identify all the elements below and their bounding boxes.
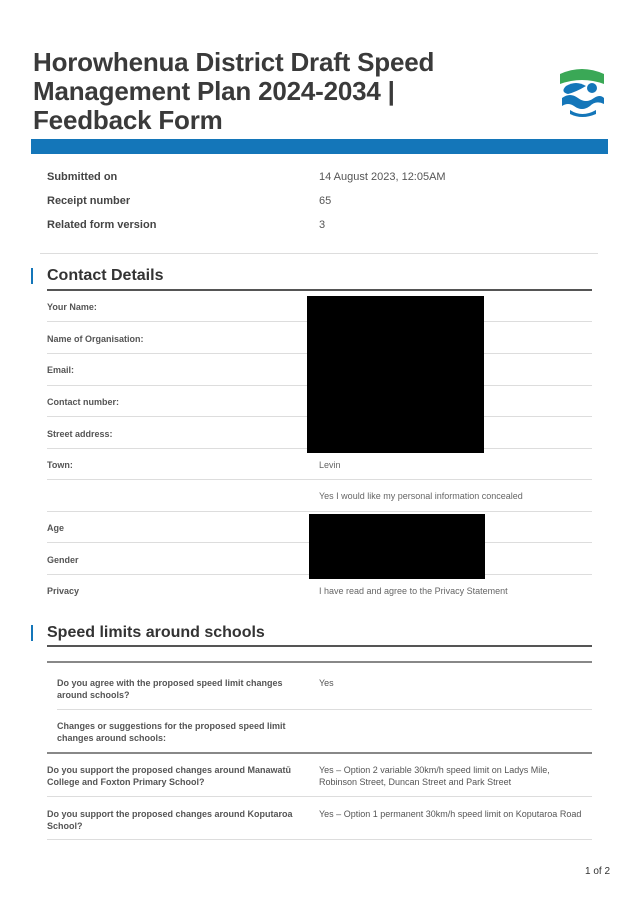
q3-value: Yes – Option 2 variable 30km/h speed limit on Ladys Mile, Robinson Street, Duncan Street and Park Street xyxy=(319,765,550,787)
privacy-label: Privacy xyxy=(47,586,80,596)
section-rule xyxy=(47,289,592,291)
q4-value: Yes – Option 1 permanent 30km/h speed limit on Koputaroa Road xyxy=(319,809,582,819)
submitted-label: Submitted on xyxy=(47,171,118,183)
title-line-3: Feedback Form xyxy=(33,105,223,135)
street-label: Street address: xyxy=(47,429,113,439)
section-rule xyxy=(47,645,592,647)
row-divider xyxy=(47,479,592,480)
q1-label: Do you agree with the proposed speed limit changes around schools? xyxy=(57,678,283,700)
email-label: Email: xyxy=(47,365,75,375)
organisation-label: Name of Organisation: xyxy=(47,334,144,344)
section-marker xyxy=(31,268,33,284)
phone-label: Contact number: xyxy=(47,397,119,407)
page-title xyxy=(33,48,473,135)
name-label: Your Name: xyxy=(47,302,97,312)
q3-label: Do you support the proposed changes around Manawatū College and Foxton Primary School? xyxy=(47,765,292,787)
title-line-2: Management Plan 2024-2034 | xyxy=(33,76,395,106)
header-band xyxy=(31,139,608,154)
page-number: 1 of 2 xyxy=(585,866,611,877)
redaction-block xyxy=(307,296,484,453)
town-value: Levin xyxy=(319,460,341,470)
version-label: Related form version xyxy=(47,219,157,231)
version-value: 3 xyxy=(319,219,326,231)
section-marker xyxy=(31,625,33,641)
town-label: Town: xyxy=(47,460,73,470)
row-divider xyxy=(47,839,592,840)
title-line-1: Horowhenua District Draft Speed xyxy=(33,47,435,77)
privacy-value: I have read and agree to the Privacy Statement xyxy=(319,586,508,596)
row-divider xyxy=(57,709,592,710)
q1-value: Yes xyxy=(319,678,334,688)
age-label: Age xyxy=(47,523,65,533)
group-bottom-rule xyxy=(47,752,592,754)
group-top-rule xyxy=(47,661,592,663)
q2-label: Changes or suggestions for the proposed speed limit changes around schools: xyxy=(57,721,286,743)
row-divider xyxy=(47,796,592,797)
submitted-value: 14 August 2023, 12:05AM xyxy=(319,171,446,183)
contact-section-title: Contact Details xyxy=(47,267,164,284)
receipt-value: 65 xyxy=(319,195,332,207)
schools-section-title: Speed limits around schools xyxy=(47,624,265,641)
redaction-block xyxy=(309,514,485,579)
meta-divider xyxy=(40,253,598,254)
q4-label: Do you support the proposed changes around Koputaroa School? xyxy=(47,809,293,831)
gender-label: Gender xyxy=(47,555,79,565)
conceal-value: Yes I would like my personal information concealed xyxy=(319,491,523,501)
council-logo-icon xyxy=(556,66,608,118)
row-divider xyxy=(47,511,592,512)
receipt-label: Receipt number xyxy=(47,195,131,207)
